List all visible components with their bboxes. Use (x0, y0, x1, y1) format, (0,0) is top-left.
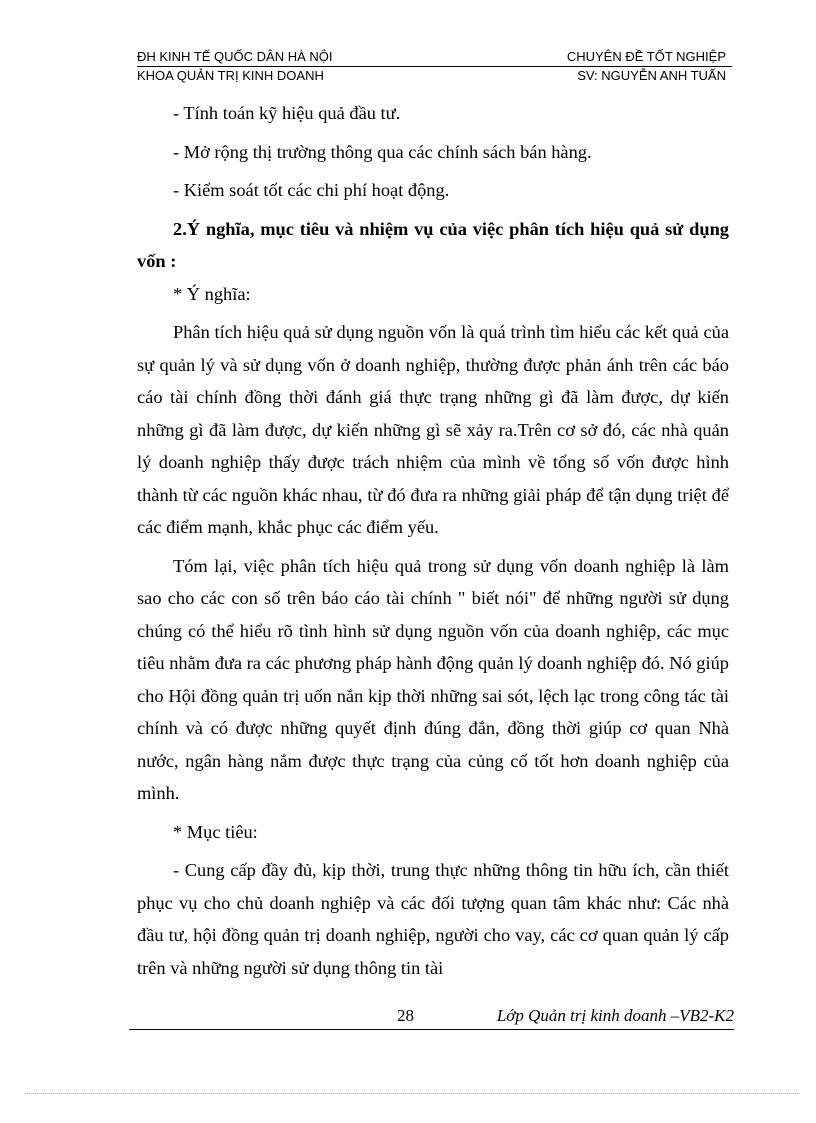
document-body (137, 97, 729, 990)
student-name: SV: NGUYỄN ANH TUẤN (577, 68, 726, 83)
faculty-name: KHOA QUẢN TRỊ KINH DOANH (137, 68, 324, 83)
bullet-calc-investment: - Tính toán kỹ hiệu quả đầu tư. (173, 103, 401, 123)
page-footer (129, 1006, 734, 1028)
university-name: ĐH KINH TẾ QUỐC DÂN HÀ NỘI (137, 49, 333, 64)
subheading-meaning: * Ý nghĩa: (173, 283, 251, 304)
section-heading: 2.Ý nghĩa, mục tiêu và nhiệm vụ của việc phân tích hiệu quả sử dụng vốn : (137, 218, 729, 271)
bullet-control-costs: - Kiểm soát tốt các chi phí hoạt động. (173, 180, 450, 200)
paragraph-objective: - Cung cấp đầy đủ, kịp thời, trung thực những thông tin hữu ích, cần thiết phục vụ cho chủ doanh nghiệp và các đối tượng quan tâm khác như: Các nhà đầu tư, hội đồng quản trị doanh nghiệp, người cho vay, các cơ quan quản lý cấp trên và những người sử dụng thông tin tài (137, 860, 729, 978)
bullet-expand-market: - Mở rộng thị trường thông qua các chính sách bán hàng. (173, 141, 592, 162)
page-bottom-dotted-line (24, 1093, 800, 1094)
paragraph-analysis: Phân tích hiệu quả sử dụng nguồn vốn là quá trình tìm hiểu các kết quả của sự quản lý và sử dụng vốn ở doanh nghiệp, thường được phản ánh trên các báo cáo tài chính đồng thời đánh giá thực trạng những gì đã làm được, dự kiến những gì đã làm được, dự kiến những gì sẽ xảy ra.Trên cơ sở đó, các nhà quản lý doanh nghiệp thấy được trách nhiệm của mình về tổng số vốn được hình thành từ các nguồn khác nhau, từ đó đưa ra những giải pháp để tận dụng triệt để các điểm mạnh, khắc phục các điểm yếu. (137, 322, 729, 537)
class-label: Lớp Quản trị kinh doanh –VB2-K2 (496, 1006, 734, 1025)
paragraph-summary: Tóm lại, việc phân tích hiệu quả trong sử dụng vốn doanh nghiệp là làm sao cho các con số trên báo cáo tài chính " biết nói" để những người sử dụng chúng có thể hiểu rõ tình hình sử dụng nguồn vốn của doanh nghiệp, các mục tiêu nhằm đưa ra các phương pháp hành động quản lý doanh nghiệp đó. Nó giúp cho Hội đồng quản trị uốn nắn kịp thời những sai sót, lệch lạc trong công tác tài chính và có được những quyết định đúng đắn, đồng thời giúp cơ quan Nhà nước, ngân hàng nắm được thực trạng của củng cố tốt hơn doanh nghiệp của mình. (137, 555, 729, 803)
page-number: 28 (397, 1006, 414, 1025)
subheading-objective: * Mục tiêu: (173, 821, 258, 842)
header-row-bottom (137, 67, 732, 84)
footer-divider (129, 1029, 734, 1030)
document-type: CHUYÊN ĐỀ TỐT NGHIỆP (566, 49, 726, 64)
page-header (137, 49, 732, 84)
header-row-top (137, 49, 732, 67)
